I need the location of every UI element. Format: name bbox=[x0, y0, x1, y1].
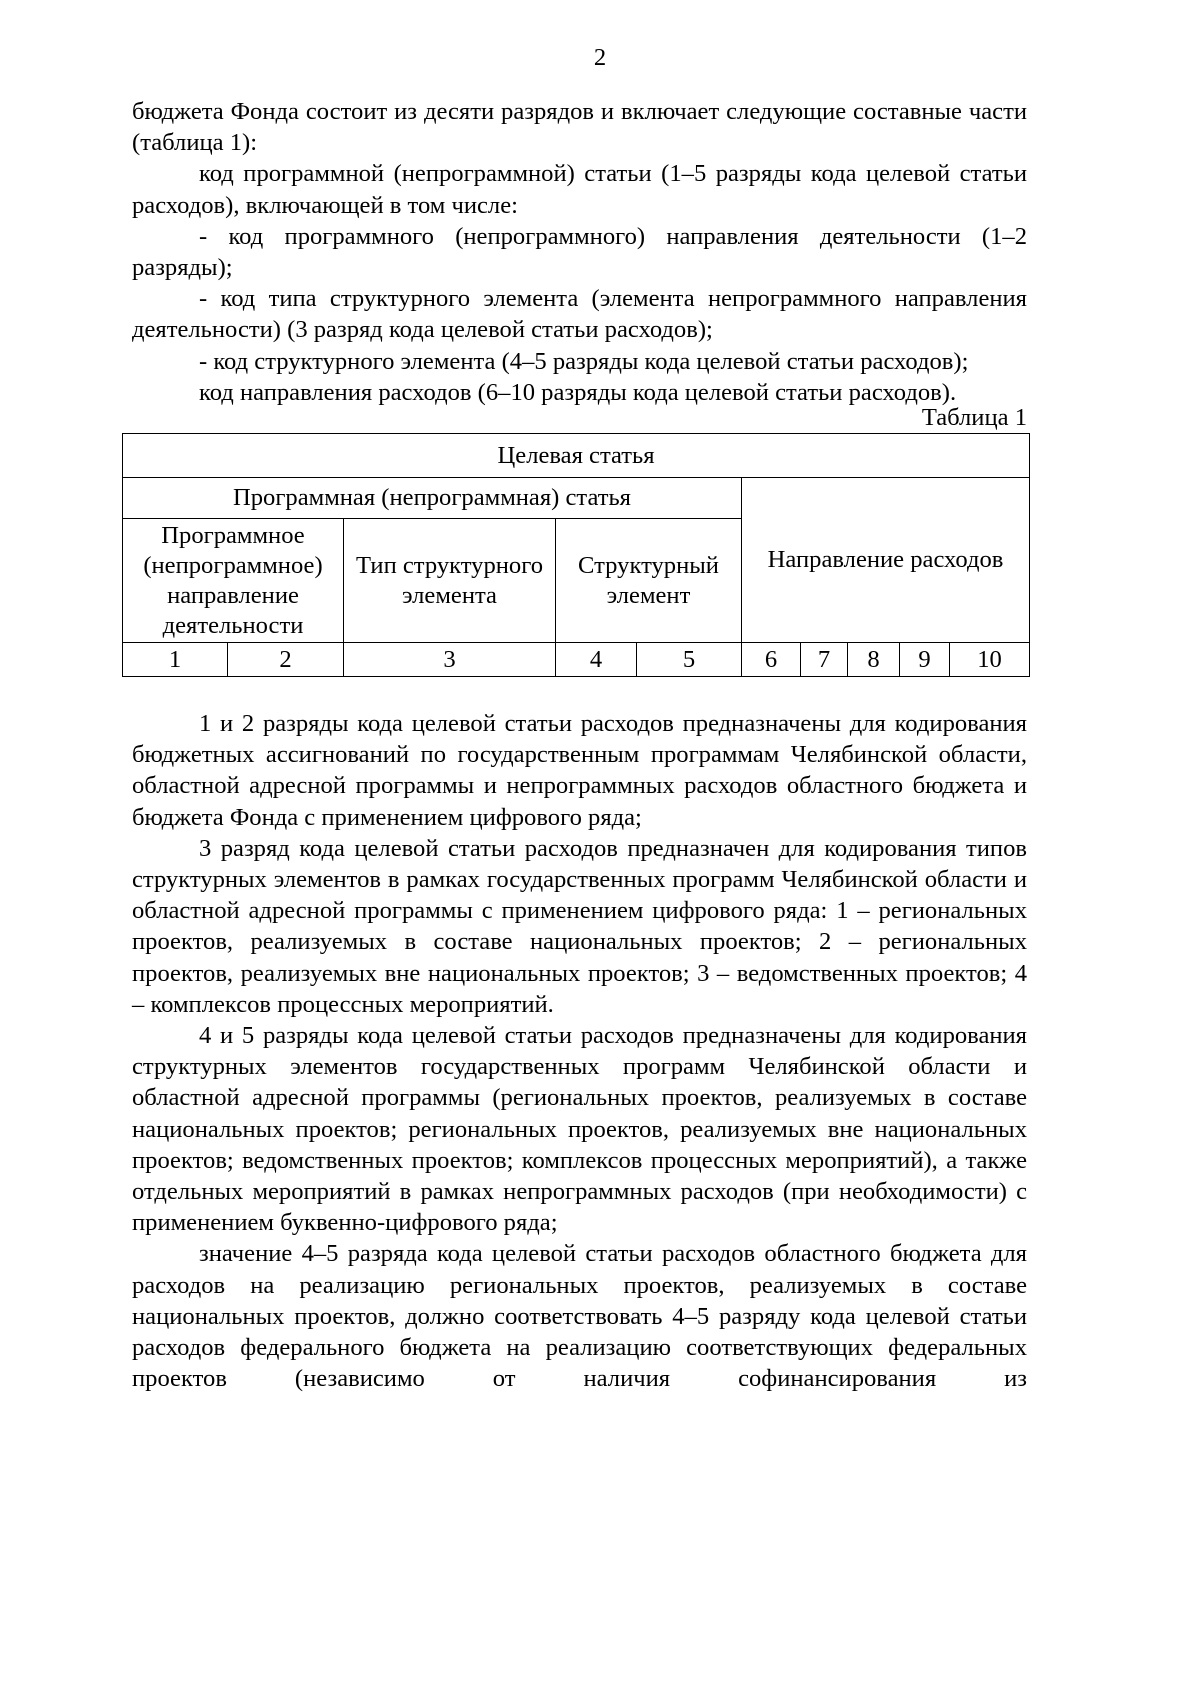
page-number: 2 bbox=[593, 44, 607, 71]
intro-text bbox=[132, 96, 1027, 408]
intro-paragraph: бюджета Фонда состоит из десяти разрядов и включает следующие составные части (таблица 1): bbox=[132, 98, 1027, 157]
table-digit-cell: 5 bbox=[637, 643, 742, 677]
table-digit-cell: 6 bbox=[742, 643, 801, 677]
code-structure-table bbox=[122, 433, 1030, 677]
table-header-element-type: Тип структурного элемента bbox=[344, 519, 556, 643]
table-digit-cell: 1 bbox=[123, 643, 228, 677]
intro-paragraph: код программной (непрограммной) статьи (1–5 разряды кода целевой статьи расходов), включающей в том числе: bbox=[132, 160, 1027, 219]
body-paragraph: значение 4–5 разряда кода целевой статьи расходов областного бюджета для расходов на реализацию региональных проектов, реализуемых в составе национальных проектов, должно соответствовать 4–5 разряду кода целевой статьи расходов федерального бюджета на реализацию соответствующих федеральных проектов (независимо от наличия софинансирования из bbox=[132, 1240, 1027, 1393]
table-digit-cell: 9 bbox=[900, 643, 950, 677]
table-header-target-article: Целевая статья bbox=[123, 434, 1030, 478]
body-paragraph: 1 и 2 разряды кода целевой статьи расходов предназначены для кодирования бюджетных ассигнований по государственным программам Челябинской области, областной адресной программы и непрограммных расходов областного бюджета и бюджета Фонда с применением цифрового ряда; bbox=[132, 710, 1027, 831]
table-digit-cell: 2 bbox=[228, 643, 344, 677]
table-digit-cell: 7 bbox=[801, 643, 848, 677]
table-digit-cell: 4 bbox=[556, 643, 637, 677]
intro-paragraph: - код программного (непрограммного) направления деятельности (1–2 разряды); bbox=[132, 222, 1027, 282]
table-header-structural-element: Структурный элемент bbox=[556, 519, 742, 643]
table-header-expenses-direction: Направление расходов bbox=[742, 478, 1030, 643]
body-paragraph: 3 разряд кода целевой статьи расходов предназначен для кодирования типов структурных элементов в рамках государственных программ Челябинской области и областной адресной программы с применением цифрового ряда: 1 – региональных проектов, реализуемых в составе национальных проектов; 2 – региональных проектов, реализуемых вне национальных проектов; 3 – ведомственных проектов; 4 – комплексов процессных мероприятий. bbox=[132, 834, 1027, 1018]
body-text bbox=[132, 708, 1027, 1394]
table-header-program-article: Программная (непрограммная) статья bbox=[123, 478, 742, 519]
table-digit-cell: 3 bbox=[344, 643, 556, 677]
table-digit-cell: 8 bbox=[848, 643, 900, 677]
intro-paragraph: - код структурного элемента (4–5 разряды кода целевой статьи расходов); bbox=[199, 347, 969, 375]
intro-paragraph: - код типа структурного элемента (элемента непрограммного направления деятельности) (3 разряд кода целевой статьи расходов); bbox=[132, 285, 1027, 344]
table-digit-cell: 10 bbox=[950, 643, 1030, 677]
body-paragraph: 4 и 5 разряды кода целевой статьи расходов предназначены для кодирования структурных элементов государственных программ Челябинской области и областной адресной программы (региональных проектов, реализуемых в составе национальных проектов; региональных проектов, реализуемых вне национальных проектов; ведомственных проектов; комплексов процессных мероприятий), а также отдельных мероприятий в рамках непрограммных расходов (при необходимости) с применением буквенно-цифрового ряда; bbox=[132, 1022, 1027, 1237]
intro-paragraph: код направления расходов (6–10 разряды кода целевой статьи расходов). bbox=[199, 378, 957, 406]
table-caption: Таблица 1 bbox=[921, 404, 1027, 431]
table-header-activity-direction: Программное (непрограммное) направление деятельности bbox=[123, 519, 344, 643]
